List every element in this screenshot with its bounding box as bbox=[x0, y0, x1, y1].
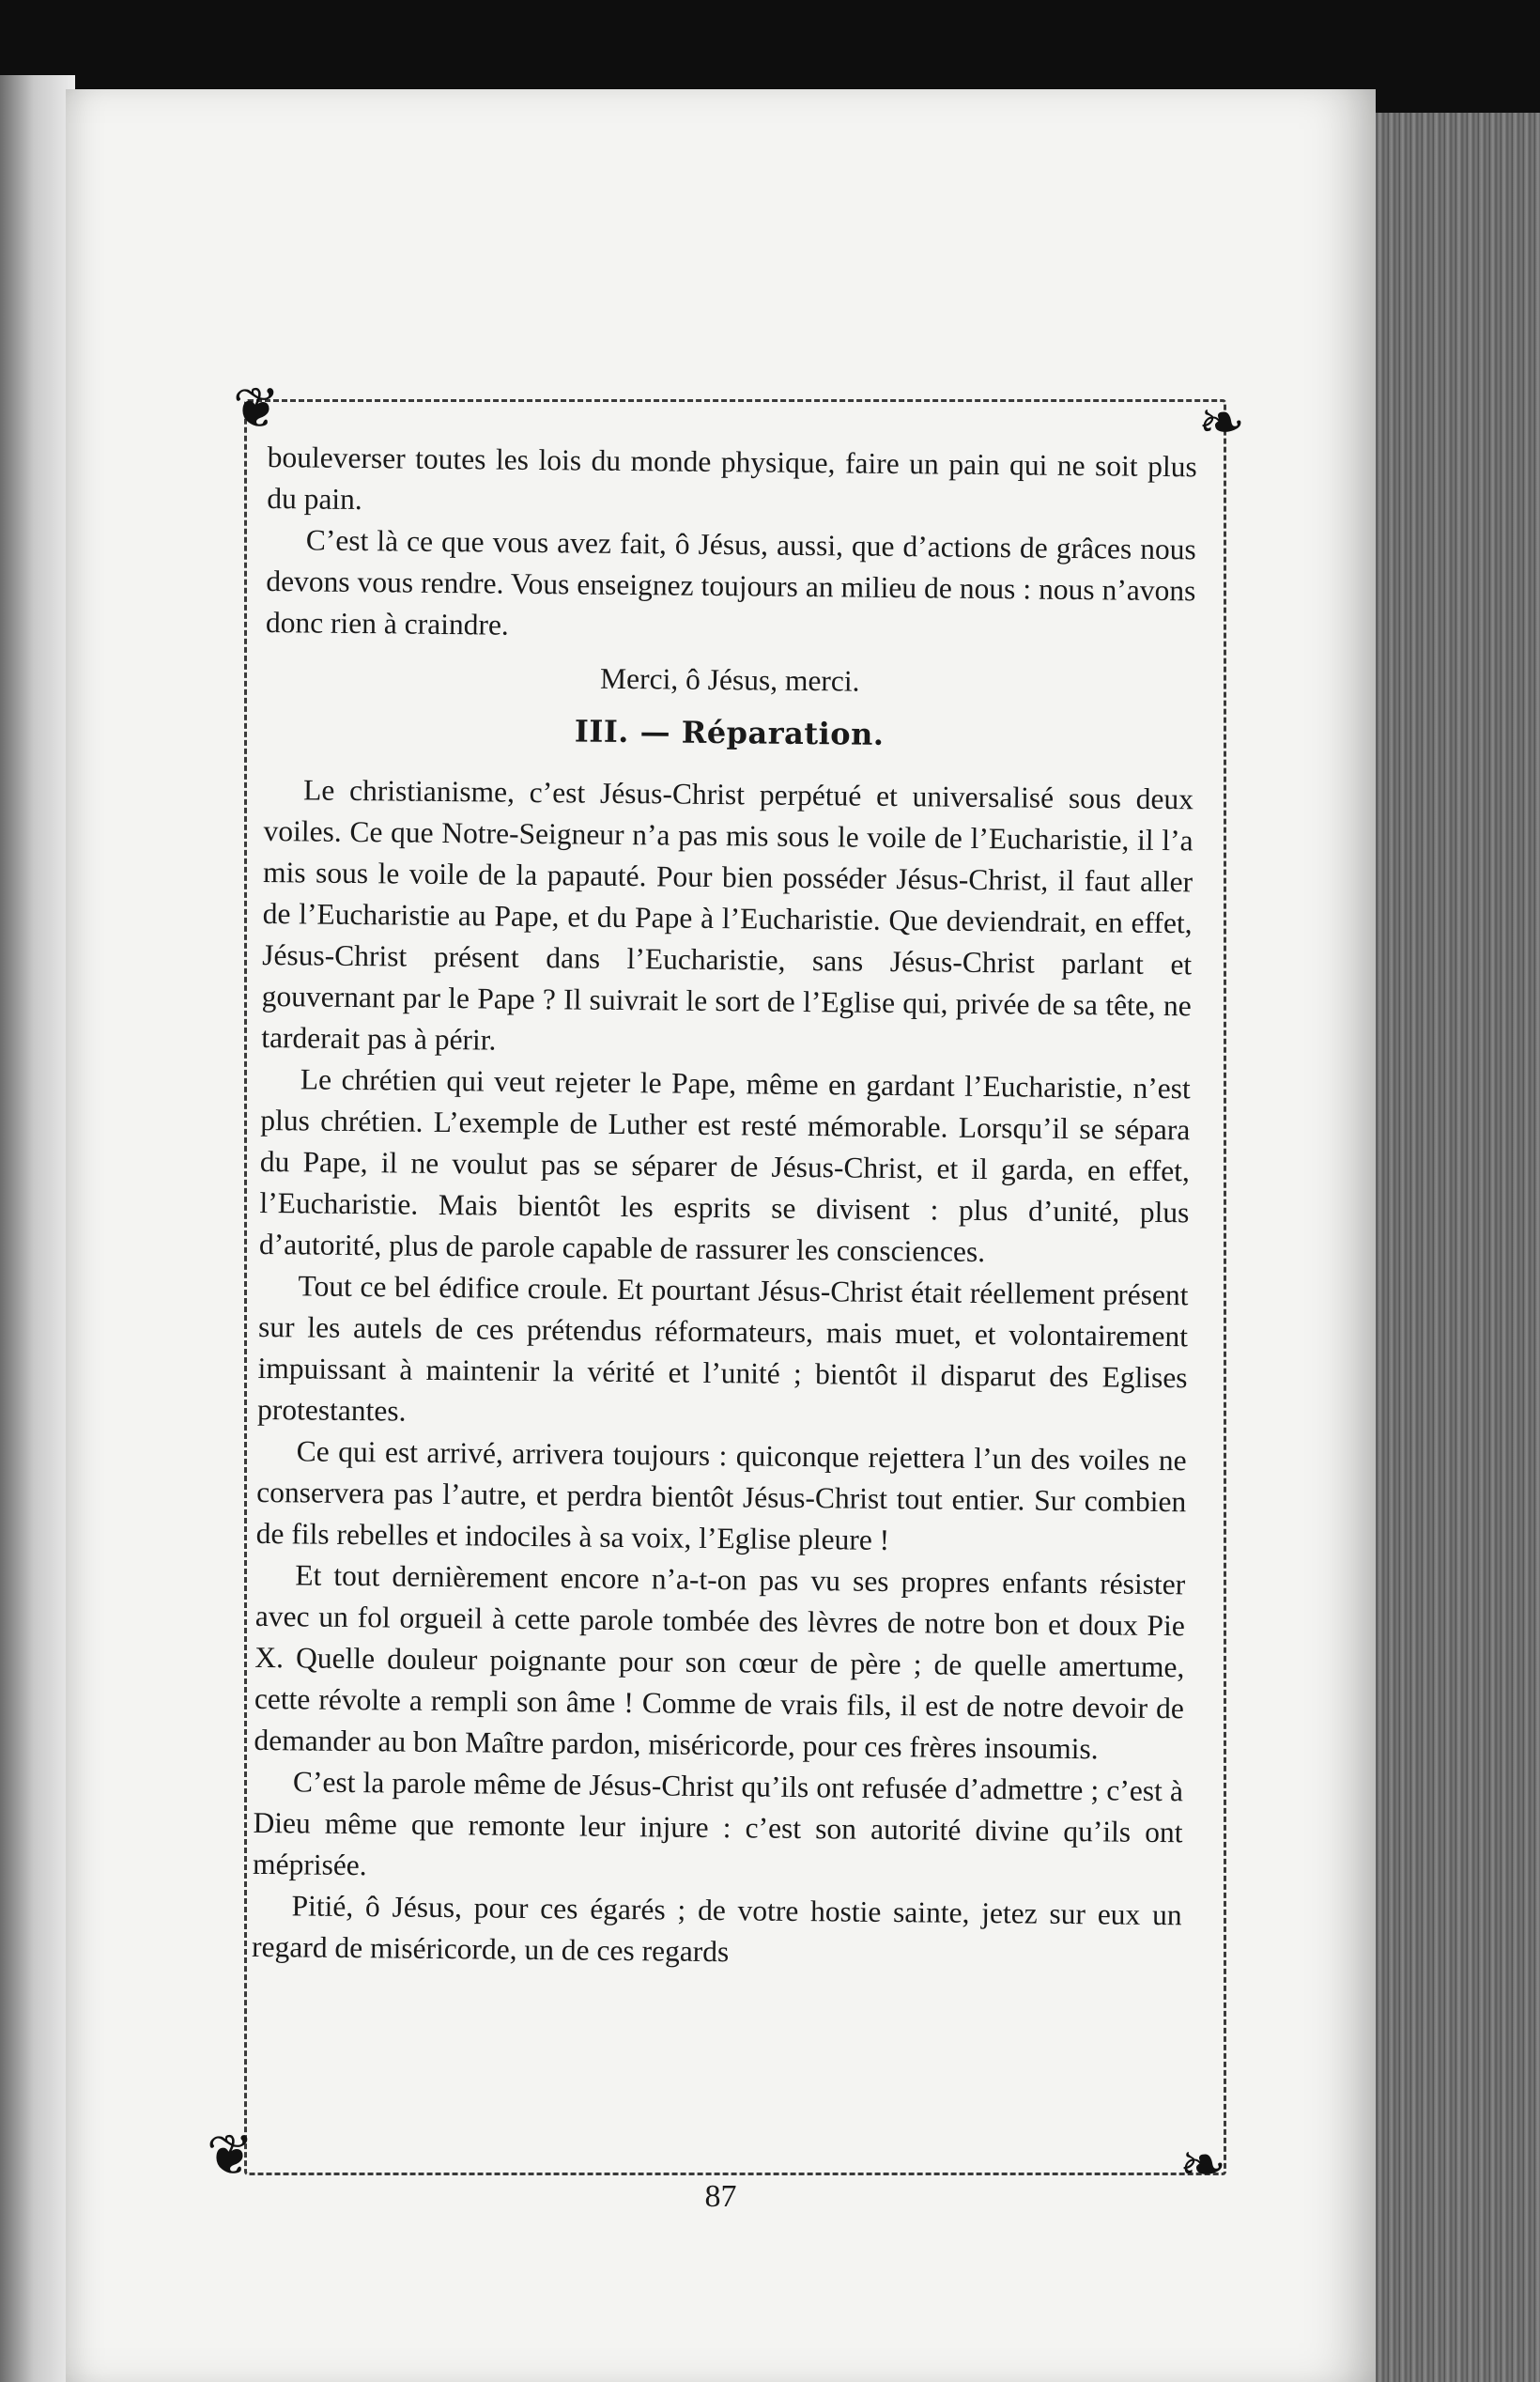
paragraph: Ce qui est arrivé, arrivera toujours : quiconque rejettera l’un des voiles ne conservera pas l’autre, et perdra bientôt Jésus-Christ tout entier. Sur combien de fils rebelles et indociles à sa voix, l’Eglise pleure ! bbox=[255, 1434, 1187, 1556]
corner-ornament-bottom-right: ❧ bbox=[1178, 2134, 1227, 2196]
paragraph: C’est la parole même de Jésus-Christ qu’ils ont refusée d’admettre ; c’est à Dieu même que remonte leur injure : c’est son autorité divine qu’ils ont méprisée. bbox=[252, 1765, 1184, 1882]
page-stack-edges bbox=[1366, 113, 1540, 2382]
page-number: 87 bbox=[704, 2179, 737, 2214]
paragraph: Et tout dernièrement encore n’a-t-on pas vu ses propres enfants résister avec un fol orgueil à cette parole tombée des lèvres de notre bon et doux Pie X. Quelle douleur poignante pour son cœur de père ; de quelle amertume, cette révolte a rempli son âme ! Comme de vrais fils, il est de notre devoir de demander au bon Maître pardon, miséricorde, pour ces frères insoumis. bbox=[254, 1558, 1186, 1766]
paragraph: Le christianisme, c’est Jésus-Christ perpétué et universalisé sous deux voiles. Ce que Notre-Seigneur n’a pas mis sous le voile de l’Eucharistie, il l’a mis sous le voile de la papauté. Pour bien posséder Jésus-Christ, il faut aller de l’Eucharistie au Pape, et du Pape à l’Eucharistie. Que deviendrait, en effet, Jésus-Christ présent dans l’Eucharistie, sans Jésus-Christ parlant et gouvernant par le Pape ? Il suivrait le sort de l’Eglise qui, privée de sa tête, ne tarderait pas à périr. bbox=[261, 773, 1194, 1057]
section-heading: III. — Réparation. bbox=[574, 713, 885, 752]
paragraph: bouleverser toutes les lois du monde physique, faire un pain qui ne soit plus du pain. bbox=[267, 440, 1197, 517]
merci-line: Merci, ô Jésus, merci. bbox=[599, 661, 860, 698]
paragraph: Le chrétien qui veut rejeter le Pape, même en gardant l’Eucharistie, n’est plus chrétien. L’exemple de Luther est resté mémorable. Lorsqu’il se sépara du Pape, il ne voulut pas se séparer de Jésus-Christ, et il garda, en effet, l’Eucharistie. Mais bientôt les esprits se divisent : plus d’unité, plus d’autorité, plus de parole capable de rassurer les consciences. bbox=[258, 1062, 1191, 1269]
page-text bbox=[252, 437, 1197, 1977]
paragraph: C’est là ce que vous avez fait, ô Jésus, aussi, que d’actions de grâces nous devons vous rendre. Vous enseignez toujours an milieu de nous : nous n’avons donc rien à craindre. bbox=[265, 523, 1196, 642]
corner-ornament-bottom-left: ❦ bbox=[206, 2125, 254, 2187]
paragraph: Tout ce bel édifice croule. Et pourtant Jésus-Christ était réellement présent sur les autels de ces prétendus réformateurs, mais muet, et volontairement impuissant à maintenir la vérité et l’unité ; bientôt il disparut des Eglises protestantes. bbox=[256, 1269, 1189, 1428]
previous-page-edge bbox=[0, 75, 75, 2382]
corner-ornament-top-left: ❦ bbox=[232, 378, 281, 440]
book-page bbox=[66, 89, 1376, 2382]
paragraph: Pitié, ô Jésus, pour ces égarés ; de votre hostie sainte, jetez sur eux un regard de miséricorde, un de ces regards bbox=[251, 1889, 1182, 1969]
corner-ornament-top-right: ❧ bbox=[1197, 392, 1246, 454]
